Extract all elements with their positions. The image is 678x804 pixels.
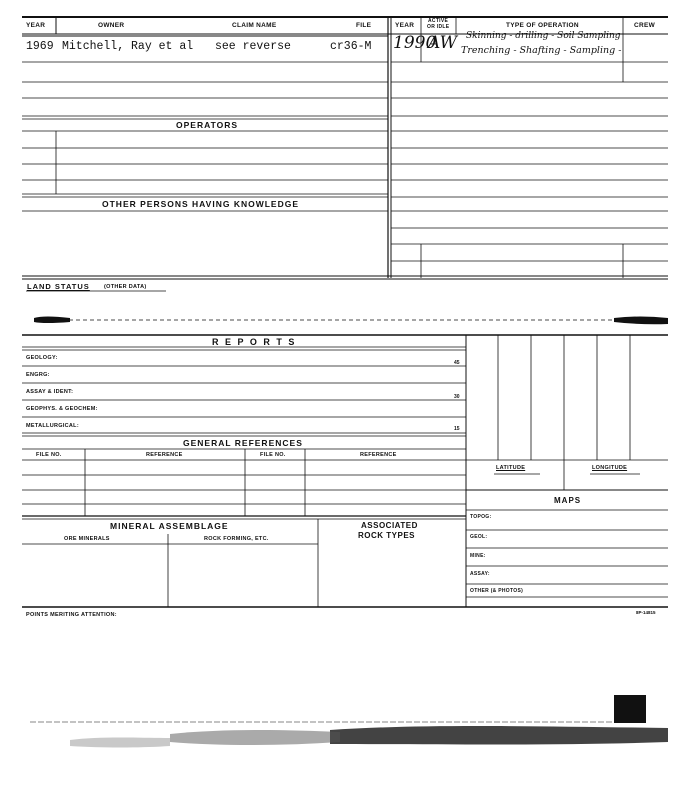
entry-operation-line1: Skinning - drilling - Soil Sampling: [466, 31, 621, 41]
rock-types-heading: ROCK TYPES: [358, 531, 416, 540]
scan-black-block: [614, 695, 646, 723]
ref-reference-label: REFERENCE: [146, 452, 183, 458]
scan-smudge-left: [34, 317, 70, 324]
header-op-year-label: YEAR: [395, 22, 415, 29]
header-year-label: YEAR: [26, 22, 46, 29]
report-metallurgical-number: 15: [454, 426, 460, 432]
entry-owner: Mitchell, Ray et al: [62, 40, 194, 53]
latitude-label: LATITUDE: [496, 465, 526, 471]
report-assay-number: 30: [454, 394, 460, 400]
header-claim-name-label: CLAIM NAME: [232, 22, 277, 29]
points-meriting-attention-label: POINTS MERITING ATTENTION:: [26, 612, 117, 618]
header-file-label: FILE: [356, 22, 372, 29]
map-mine-label: MINE:: [470, 553, 486, 559]
map-geol-label: GEOL:: [470, 534, 488, 540]
operators-heading: OPERATORS: [176, 120, 239, 130]
header-active-label: ACTIVE: [428, 18, 449, 24]
report-engrg-label: ENGRG:: [26, 372, 50, 378]
entry-operation-line2: Trenching - Shafting - Sampling -: [461, 45, 622, 56]
report-assay-label: ASSAY & IDENT:: [26, 389, 74, 395]
map-assay-label: ASSAY:: [470, 571, 490, 577]
report-geophys-label: GEOPHYS. & GEOCHEM:: [26, 406, 98, 412]
report-metallurgical-label: METALLURGICAL:: [26, 423, 79, 429]
ore-minerals-label: ORE MINERALS: [64, 536, 110, 542]
report-geology-label: GEOLOGY:: [26, 355, 58, 361]
header-type-of-operation-label: TYPE OF OPERATION: [506, 22, 579, 29]
ref-file-no2-label: FILE NO.: [260, 452, 286, 458]
land-status-heading: LAND STATUS: [27, 282, 90, 291]
longitude-label: LONGITUDE: [592, 465, 628, 471]
maps-heading: MAPS: [554, 496, 582, 505]
header-crew-label: CREW: [634, 22, 656, 29]
ref-reference2-label: REFERENCE: [360, 452, 397, 458]
entry-file: cr36-M: [330, 40, 372, 53]
entry-op-year: 1990: [393, 33, 437, 53]
scan-smudge-right: [614, 317, 668, 325]
entry-year: 1969: [26, 40, 54, 53]
header-idle-label: OR IDLE: [427, 24, 450, 30]
ref-file-no-label: FILE NO.: [36, 452, 62, 458]
map-other-label: OTHER (& PHOTOS): [470, 588, 524, 594]
map-topog-label: TOPOG:: [470, 514, 492, 520]
scan-smear: [330, 726, 668, 745]
other-persons-heading: OTHER PERSONS HAVING KNOWLEDGE: [102, 199, 300, 209]
form-number: 8P-14815: [636, 610, 656, 615]
entry-active-status: AW: [428, 33, 458, 53]
rock-forming-label: ROCK FORMING, ETC.: [204, 536, 269, 542]
report-geology-number: 45: [454, 360, 460, 366]
associated-heading: ASSOCIATED: [361, 521, 418, 530]
land-status-subheading: (OTHER DATA): [104, 284, 147, 290]
header-owner-label: OWNER: [98, 22, 125, 29]
mineral-assemblage-heading: MINERAL ASSEMBLAGE: [110, 521, 229, 531]
reports-heading: R E P O R T S: [212, 337, 297, 347]
general-references-heading: GENERAL REFERENCES: [183, 438, 303, 448]
entry-claim-name: see reverse: [215, 40, 291, 53]
